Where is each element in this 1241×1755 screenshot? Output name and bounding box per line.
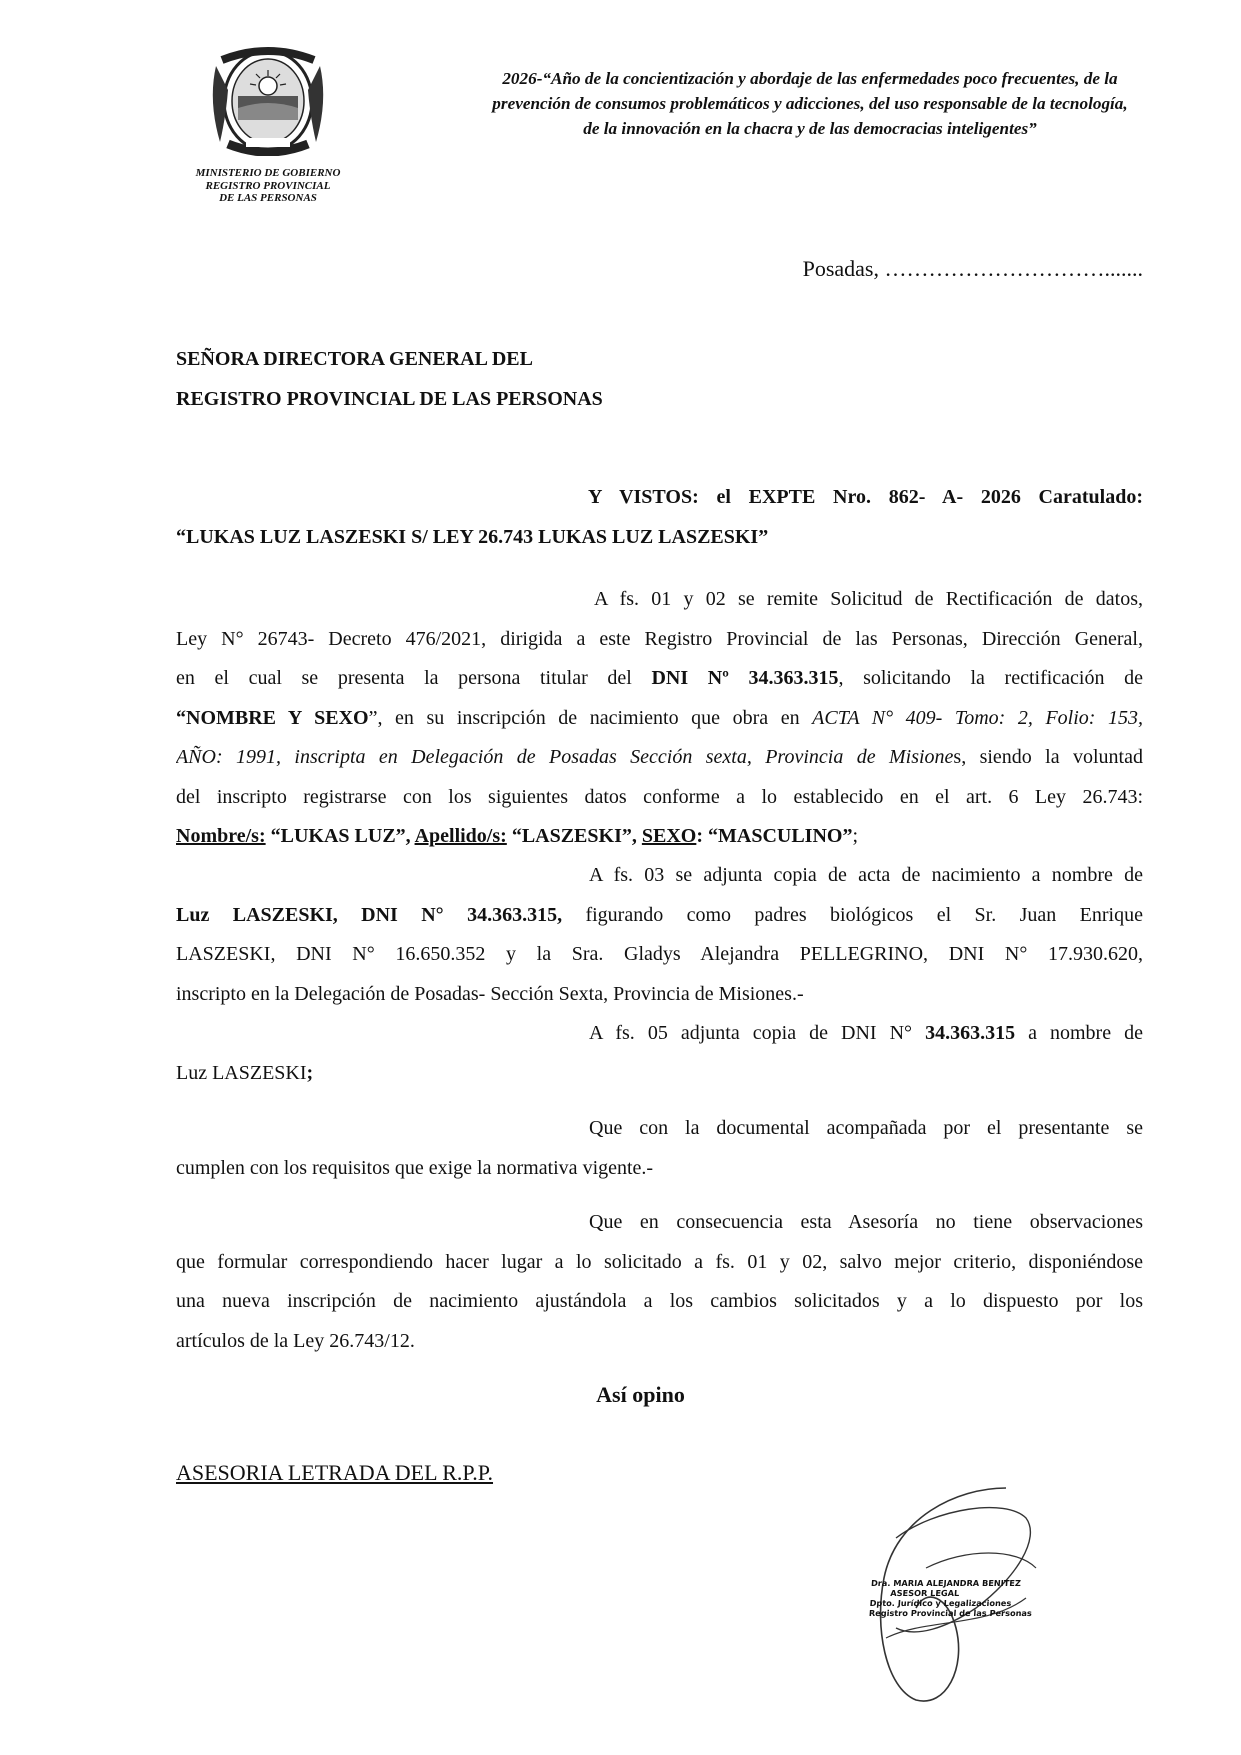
motto-line: 2026-“Año de la concientización y abordaje de las enfermedades poco frecuentes, de la bbox=[502, 69, 1118, 88]
text-line: Que con la documental acompañada por el presentante se bbox=[589, 1117, 1143, 1139]
closing-statement: Así opino bbox=[596, 1382, 685, 1407]
text-line: del inscripto registrarse con los siguientes datos conforme a lo establecido en el art. 6 Ley 26.743: bbox=[176, 785, 1143, 808]
legal-advisor-stamp bbox=[869, 1578, 1052, 1618]
ministry-caption bbox=[170, 167, 366, 205]
year-motto bbox=[410, 66, 1210, 141]
paragraph-conclusion bbox=[176, 1203, 1143, 1361]
text-line: Luz LASZESKI, DNI N° 34.363.315, figurando como padres biológicos el Sr. Juan Enrique bbox=[176, 903, 1143, 926]
case-line-2: “LUKAS LUZ LASZESKI S/ LEY 26.743 LUKAS LUZ LASZESKI” bbox=[176, 525, 769, 548]
stamp-line: Dra. MARIA ALEJANDRA BENITEZ bbox=[870, 1578, 1022, 1588]
addressee bbox=[176, 339, 603, 419]
paragraph-dni-copy bbox=[176, 1014, 1143, 1093]
ministry-line: MINISTERIO DE GOBIERNO bbox=[195, 167, 341, 179]
text-line: “NOMBRE Y SEXO”, en su inscripción de nacimiento que obra en ACTA N° 409- Tomo: 2, Folio: 153, bbox=[176, 706, 1143, 729]
stamp-line: ASESOR LEGAL bbox=[890, 1588, 960, 1598]
text-line: inscripto en la Delegación de Posadas- Sección Sexta, Provincia de Misiones.- bbox=[176, 982, 804, 1005]
ministry-line: DE LAS PERSONAS bbox=[219, 192, 317, 204]
text-line: una nueva inscripción de nacimiento ajustándola a los cambios solicitados y a lo dispuesto por los bbox=[176, 1290, 1143, 1312]
text-line: Nombre/s: “LUKAS LUZ”, Apellido/s: “LASZESKI”, SEXO: “MASCULINO”; bbox=[176, 825, 859, 847]
text-line: A fs. 01 y 02 se remite Solicitud de Rectificación de datos, bbox=[594, 588, 1143, 610]
stamp-line: Registro Provincial de las Personas bbox=[868, 1608, 1033, 1618]
motto-line: prevención de consumos problemáticos y adicciones, del uso responsable de la tecnología, bbox=[492, 94, 1128, 113]
addressee-line: SEÑORA DIRECTORA GENERAL DEL bbox=[176, 348, 533, 370]
case-heading bbox=[176, 478, 1143, 557]
text-line: Luz LASZESKI; bbox=[176, 1061, 314, 1084]
text-line: Que en consecuencia esta Asesoría no tiene observaciones bbox=[589, 1211, 1143, 1233]
paragraph-requirements bbox=[176, 1109, 1143, 1188]
motto-line: de la innovación en la chacra y de las democracias inteligentes” bbox=[583, 119, 1037, 138]
stamp-line: Dpto. Jurídico y Legalizaciones bbox=[869, 1598, 1012, 1608]
ministry-line: REGISTRO PROVINCIAL bbox=[205, 179, 331, 192]
paragraph-birth-record bbox=[176, 856, 1143, 1014]
text-line: LASZESKI, DNI N° 16.650.352 y la Sra. Gladys Alejandra PELLEGRINO, DNI N° 17.930.620, bbox=[176, 943, 1143, 965]
text-line: artículos de la Ley 26.743/12. bbox=[176, 1329, 415, 1352]
text-line: Ley N° 26743- Decreto 476/2021, dirigida a este Registro Provincial de las Personas, Dirección General, bbox=[176, 627, 1143, 650]
office-name: ASESORIA LETRADA DEL R.P.P. bbox=[176, 1460, 494, 1485]
text-line: en el cual se presenta la persona titular del DNI Nº 34.363.315, solicitando la rectificación de bbox=[176, 667, 1143, 689]
text-line: AÑO: 1991, inscripta en Delegación de Posadas Sección sexta, Provincia de Misiones, siendo la voluntad bbox=[176, 746, 1143, 768]
addressee-line: REGISTRO PROVINCIAL DE LAS PERSONAS bbox=[176, 388, 603, 410]
date-line: Posadas, …………………………....... bbox=[802, 256, 1143, 281]
case-line-1: Y VISTOS: el EXPTE Nro. 862- A- 2026 Caratulado: bbox=[588, 486, 1143, 508]
text-line: A fs. 05 adjunta copia de DNI N° 34.363.315 a nombre de bbox=[589, 1022, 1143, 1044]
text-line: cumplen con los requisitos que exige la normativa vigente.- bbox=[176, 1156, 654, 1179]
text-line: A fs. 03 se adjunta copia de acta de nacimiento a nombre de bbox=[589, 864, 1143, 886]
provincial-crest-icon bbox=[206, 46, 330, 156]
paragraph-request bbox=[176, 580, 1143, 857]
text-line: que formular correspondiendo hacer lugar a lo solicitado a fs. 01 y 02, salvo mejor criterio, disponiéndose bbox=[176, 1250, 1143, 1273]
